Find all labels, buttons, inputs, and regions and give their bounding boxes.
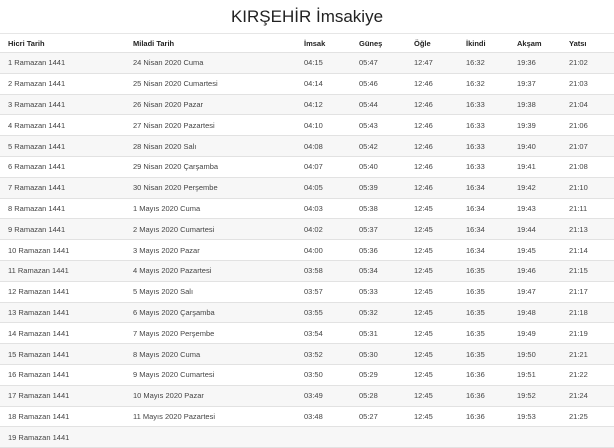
gunes-cell: 05:36 bbox=[351, 240, 406, 261]
hicri-tarih-cell: 5 Ramazan 1441 bbox=[0, 136, 125, 157]
column-header-imsak[interactable]: İmsak bbox=[296, 34, 351, 53]
hicri-tarih-cell: 13 Ramazan 1441 bbox=[0, 302, 125, 323]
gunes-cell: 05:34 bbox=[351, 260, 406, 281]
aksam-cell: 19:46 bbox=[509, 260, 561, 281]
yatsi-cell: 21:15 bbox=[561, 260, 614, 281]
imsakiye-table bbox=[0, 34, 614, 448]
imsak-cell: 03:52 bbox=[296, 344, 351, 365]
miladi-tarih-cell: 5 Mayıs 2020 Salı bbox=[125, 281, 296, 302]
imsak-cell: 03:50 bbox=[296, 364, 351, 385]
imsak-cell: 03:49 bbox=[296, 385, 351, 406]
column-header-ogle[interactable]: Öğle bbox=[406, 34, 458, 53]
ikindi-cell: 16:35 bbox=[458, 344, 509, 365]
aksam-cell: 19:48 bbox=[509, 302, 561, 323]
gunes-cell: 05:31 bbox=[351, 323, 406, 344]
hicri-tarih-cell: 15 Ramazan 1441 bbox=[0, 344, 125, 365]
yatsi-cell: 21:02 bbox=[561, 53, 614, 74]
gunes-cell: 05:47 bbox=[351, 53, 406, 74]
imsak-cell: 04:02 bbox=[296, 219, 351, 240]
ogle-cell: 12:45 bbox=[406, 364, 458, 385]
yatsi-cell: 21:24 bbox=[561, 385, 614, 406]
imsak-cell: 03:48 bbox=[296, 406, 351, 427]
ikindi-cell: 16:35 bbox=[458, 260, 509, 281]
ikindi-cell bbox=[458, 427, 509, 448]
column-header-ikindi[interactable]: İkindi bbox=[458, 34, 509, 53]
miladi-tarih-cell: 11 Mayıs 2020 Pazartesi bbox=[125, 406, 296, 427]
hicri-tarih-cell: 1 Ramazan 1441 bbox=[0, 53, 125, 74]
ogle-cell: 12:46 bbox=[406, 94, 458, 115]
column-header-hicri-tarih[interactable]: Hicri Tarih bbox=[0, 34, 125, 53]
yatsi-cell: 21:04 bbox=[561, 94, 614, 115]
imsak-cell bbox=[296, 427, 351, 448]
gunes-cell: 05:46 bbox=[351, 73, 406, 94]
ikindi-cell: 16:34 bbox=[458, 198, 509, 219]
yatsi-cell: 21:10 bbox=[561, 177, 614, 198]
ogle-cell: 12:45 bbox=[406, 302, 458, 323]
ogle-cell bbox=[406, 427, 458, 448]
yatsi-cell: 21:11 bbox=[561, 198, 614, 219]
miladi-tarih-cell: 3 Mayıs 2020 Pazar bbox=[125, 240, 296, 261]
ikindi-cell: 16:33 bbox=[458, 115, 509, 136]
table-row bbox=[0, 281, 614, 302]
gunes-cell: 05:44 bbox=[351, 94, 406, 115]
ogle-cell: 12:45 bbox=[406, 406, 458, 427]
column-header-miladi-tarih[interactable]: Miladi Tarih bbox=[125, 34, 296, 53]
gunes-cell: 05:33 bbox=[351, 281, 406, 302]
table-row bbox=[0, 344, 614, 365]
ikindi-cell: 16:33 bbox=[458, 94, 509, 115]
ikindi-cell: 16:35 bbox=[458, 323, 509, 344]
table-row bbox=[0, 136, 614, 157]
gunes-cell: 05:27 bbox=[351, 406, 406, 427]
table-row bbox=[0, 115, 614, 136]
imsak-cell: 04:14 bbox=[296, 73, 351, 94]
miladi-tarih-cell: 4 Mayıs 2020 Pazartesi bbox=[125, 260, 296, 281]
yatsi-cell bbox=[561, 427, 614, 448]
hicri-tarih-cell: 17 Ramazan 1441 bbox=[0, 385, 125, 406]
imsak-cell: 03:55 bbox=[296, 302, 351, 323]
aksam-cell: 19:38 bbox=[509, 94, 561, 115]
aksam-cell bbox=[509, 427, 561, 448]
page-title: KIRŞEHİR İmsakiye bbox=[0, 0, 614, 34]
table-row bbox=[0, 219, 614, 240]
yatsi-cell: 21:25 bbox=[561, 406, 614, 427]
ikindi-cell: 16:35 bbox=[458, 302, 509, 323]
table-body bbox=[0, 53, 614, 448]
ogle-cell: 12:45 bbox=[406, 240, 458, 261]
miladi-tarih-cell: 2 Mayıs 2020 Cumartesi bbox=[125, 219, 296, 240]
gunes-cell: 05:38 bbox=[351, 198, 406, 219]
miladi-tarih-cell: 9 Mayıs 2020 Cumartesi bbox=[125, 364, 296, 385]
ogle-cell: 12:46 bbox=[406, 156, 458, 177]
aksam-cell: 19:42 bbox=[509, 177, 561, 198]
miladi-tarih-cell: 1 Mayıs 2020 Cuma bbox=[125, 198, 296, 219]
table-row bbox=[0, 364, 614, 385]
ogle-cell: 12:45 bbox=[406, 385, 458, 406]
imsak-cell: 04:10 bbox=[296, 115, 351, 136]
miladi-tarih-cell: 8 Mayıs 2020 Cuma bbox=[125, 344, 296, 365]
gunes-cell: 05:37 bbox=[351, 219, 406, 240]
ikindi-cell: 16:36 bbox=[458, 406, 509, 427]
ikindi-cell: 16:32 bbox=[458, 73, 509, 94]
table-row bbox=[0, 177, 614, 198]
miladi-tarih-cell bbox=[125, 427, 296, 448]
ikindi-cell: 16:34 bbox=[458, 219, 509, 240]
hicri-tarih-cell: 16 Ramazan 1441 bbox=[0, 364, 125, 385]
table-row bbox=[0, 302, 614, 323]
table-row bbox=[0, 73, 614, 94]
ogle-cell: 12:47 bbox=[406, 53, 458, 74]
hicri-tarih-cell: 4 Ramazan 1441 bbox=[0, 115, 125, 136]
aksam-cell: 19:49 bbox=[509, 323, 561, 344]
ogle-cell: 12:45 bbox=[406, 260, 458, 281]
ikindi-cell: 16:34 bbox=[458, 240, 509, 261]
yatsi-cell: 21:22 bbox=[561, 364, 614, 385]
column-header-yatsi[interactable]: Yatsı bbox=[561, 34, 614, 53]
aksam-cell: 19:53 bbox=[509, 406, 561, 427]
hicri-tarih-cell: 3 Ramazan 1441 bbox=[0, 94, 125, 115]
miladi-tarih-cell: 30 Nisan 2020 Perşembe bbox=[125, 177, 296, 198]
miladi-tarih-cell: 25 Nisan 2020 Cumartesi bbox=[125, 73, 296, 94]
miladi-tarih-cell: 29 Nisan 2020 Çarşamba bbox=[125, 156, 296, 177]
ikindi-cell: 16:36 bbox=[458, 364, 509, 385]
ogle-cell: 12:46 bbox=[406, 136, 458, 157]
gunes-cell: 05:43 bbox=[351, 115, 406, 136]
hicri-tarih-cell: 14 Ramazan 1441 bbox=[0, 323, 125, 344]
miladi-tarih-cell: 28 Nisan 2020 Salı bbox=[125, 136, 296, 157]
hicri-tarih-cell: 8 Ramazan 1441 bbox=[0, 198, 125, 219]
aksam-cell: 19:36 bbox=[509, 53, 561, 74]
ogle-cell: 12:45 bbox=[406, 219, 458, 240]
hicri-tarih-cell: 7 Ramazan 1441 bbox=[0, 177, 125, 198]
aksam-cell: 19:39 bbox=[509, 115, 561, 136]
ikindi-cell: 16:32 bbox=[458, 53, 509, 74]
miladi-tarih-cell: 26 Nisan 2020 Pazar bbox=[125, 94, 296, 115]
ikindi-cell: 16:34 bbox=[458, 177, 509, 198]
table-row bbox=[0, 240, 614, 261]
ogle-cell: 12:46 bbox=[406, 115, 458, 136]
ikindi-cell: 16:36 bbox=[458, 385, 509, 406]
yatsi-cell: 21:08 bbox=[561, 156, 614, 177]
hicri-tarih-cell: 2 Ramazan 1441 bbox=[0, 73, 125, 94]
imsak-cell: 04:03 bbox=[296, 198, 351, 219]
miladi-tarih-cell: 6 Mayıs 2020 Çarşamba bbox=[125, 302, 296, 323]
ikindi-cell: 16:33 bbox=[458, 136, 509, 157]
yatsi-cell: 21:18 bbox=[561, 302, 614, 323]
miladi-tarih-cell: 24 Nisan 2020 Cuma bbox=[125, 53, 296, 74]
ikindi-cell: 16:35 bbox=[458, 281, 509, 302]
imsak-cell: 03:57 bbox=[296, 281, 351, 302]
ogle-cell: 12:45 bbox=[406, 323, 458, 344]
yatsi-cell: 21:21 bbox=[561, 344, 614, 365]
hicri-tarih-cell: 9 Ramazan 1441 bbox=[0, 219, 125, 240]
imsak-cell: 04:08 bbox=[296, 136, 351, 157]
ogle-cell: 12:45 bbox=[406, 198, 458, 219]
imsak-cell: 04:07 bbox=[296, 156, 351, 177]
table-header-row bbox=[0, 34, 614, 53]
table-row bbox=[0, 53, 614, 74]
aksam-cell: 19:41 bbox=[509, 156, 561, 177]
aksam-cell: 19:50 bbox=[509, 344, 561, 365]
gunes-cell: 05:29 bbox=[351, 364, 406, 385]
table-row bbox=[0, 198, 614, 219]
yatsi-cell: 21:06 bbox=[561, 115, 614, 136]
table-row bbox=[0, 385, 614, 406]
gunes-cell: 05:30 bbox=[351, 344, 406, 365]
gunes-cell: 05:32 bbox=[351, 302, 406, 323]
yatsi-cell: 21:17 bbox=[561, 281, 614, 302]
yatsi-cell: 21:19 bbox=[561, 323, 614, 344]
imsak-cell: 04:15 bbox=[296, 53, 351, 74]
miladi-tarih-cell: 27 Nisan 2020 Pazartesi bbox=[125, 115, 296, 136]
yatsi-cell: 21:03 bbox=[561, 73, 614, 94]
yatsi-cell: 21:07 bbox=[561, 136, 614, 157]
table-row bbox=[0, 94, 614, 115]
ogle-cell: 12:46 bbox=[406, 177, 458, 198]
table-row bbox=[0, 323, 614, 344]
hicri-tarih-cell: 18 Ramazan 1441 bbox=[0, 406, 125, 427]
column-header-aksam[interactable]: Akşam bbox=[509, 34, 561, 53]
table-row bbox=[0, 156, 614, 177]
aksam-cell: 19:45 bbox=[509, 240, 561, 261]
ogle-cell: 12:46 bbox=[406, 73, 458, 94]
aksam-cell: 19:44 bbox=[509, 219, 561, 240]
hicri-tarih-cell: 10 Ramazan 1441 bbox=[0, 240, 125, 261]
hicri-tarih-cell: 6 Ramazan 1441 bbox=[0, 156, 125, 177]
column-header-gunes[interactable]: Güneş bbox=[351, 34, 406, 53]
miladi-tarih-cell: 7 Mayıs 2020 Perşembe bbox=[125, 323, 296, 344]
imsak-cell: 03:54 bbox=[296, 323, 351, 344]
aksam-cell: 19:47 bbox=[509, 281, 561, 302]
hicri-tarih-cell: 12 Ramazan 1441 bbox=[0, 281, 125, 302]
aksam-cell: 19:52 bbox=[509, 385, 561, 406]
gunes-cell: 05:40 bbox=[351, 156, 406, 177]
ogle-cell: 12:45 bbox=[406, 281, 458, 302]
ikindi-cell: 16:33 bbox=[458, 156, 509, 177]
aksam-cell: 19:43 bbox=[509, 198, 561, 219]
aksam-cell: 19:40 bbox=[509, 136, 561, 157]
gunes-cell: 05:42 bbox=[351, 136, 406, 157]
hicri-tarih-cell: 11 Ramazan 1441 bbox=[0, 260, 125, 281]
yatsi-cell: 21:13 bbox=[561, 219, 614, 240]
imsak-cell: 04:00 bbox=[296, 240, 351, 261]
table-row bbox=[0, 427, 614, 448]
table-row bbox=[0, 260, 614, 281]
imsak-cell: 04:05 bbox=[296, 177, 351, 198]
miladi-tarih-cell: 10 Mayıs 2020 Pazar bbox=[125, 385, 296, 406]
gunes-cell bbox=[351, 427, 406, 448]
table-row bbox=[0, 406, 614, 427]
ogle-cell: 12:45 bbox=[406, 344, 458, 365]
yatsi-cell: 21:14 bbox=[561, 240, 614, 261]
aksam-cell: 19:51 bbox=[509, 364, 561, 385]
hicri-tarih-cell: 19 Ramazan 1441 bbox=[0, 427, 125, 448]
gunes-cell: 05:39 bbox=[351, 177, 406, 198]
aksam-cell: 19:37 bbox=[509, 73, 561, 94]
gunes-cell: 05:28 bbox=[351, 385, 406, 406]
imsak-cell: 03:58 bbox=[296, 260, 351, 281]
imsak-cell: 04:12 bbox=[296, 94, 351, 115]
